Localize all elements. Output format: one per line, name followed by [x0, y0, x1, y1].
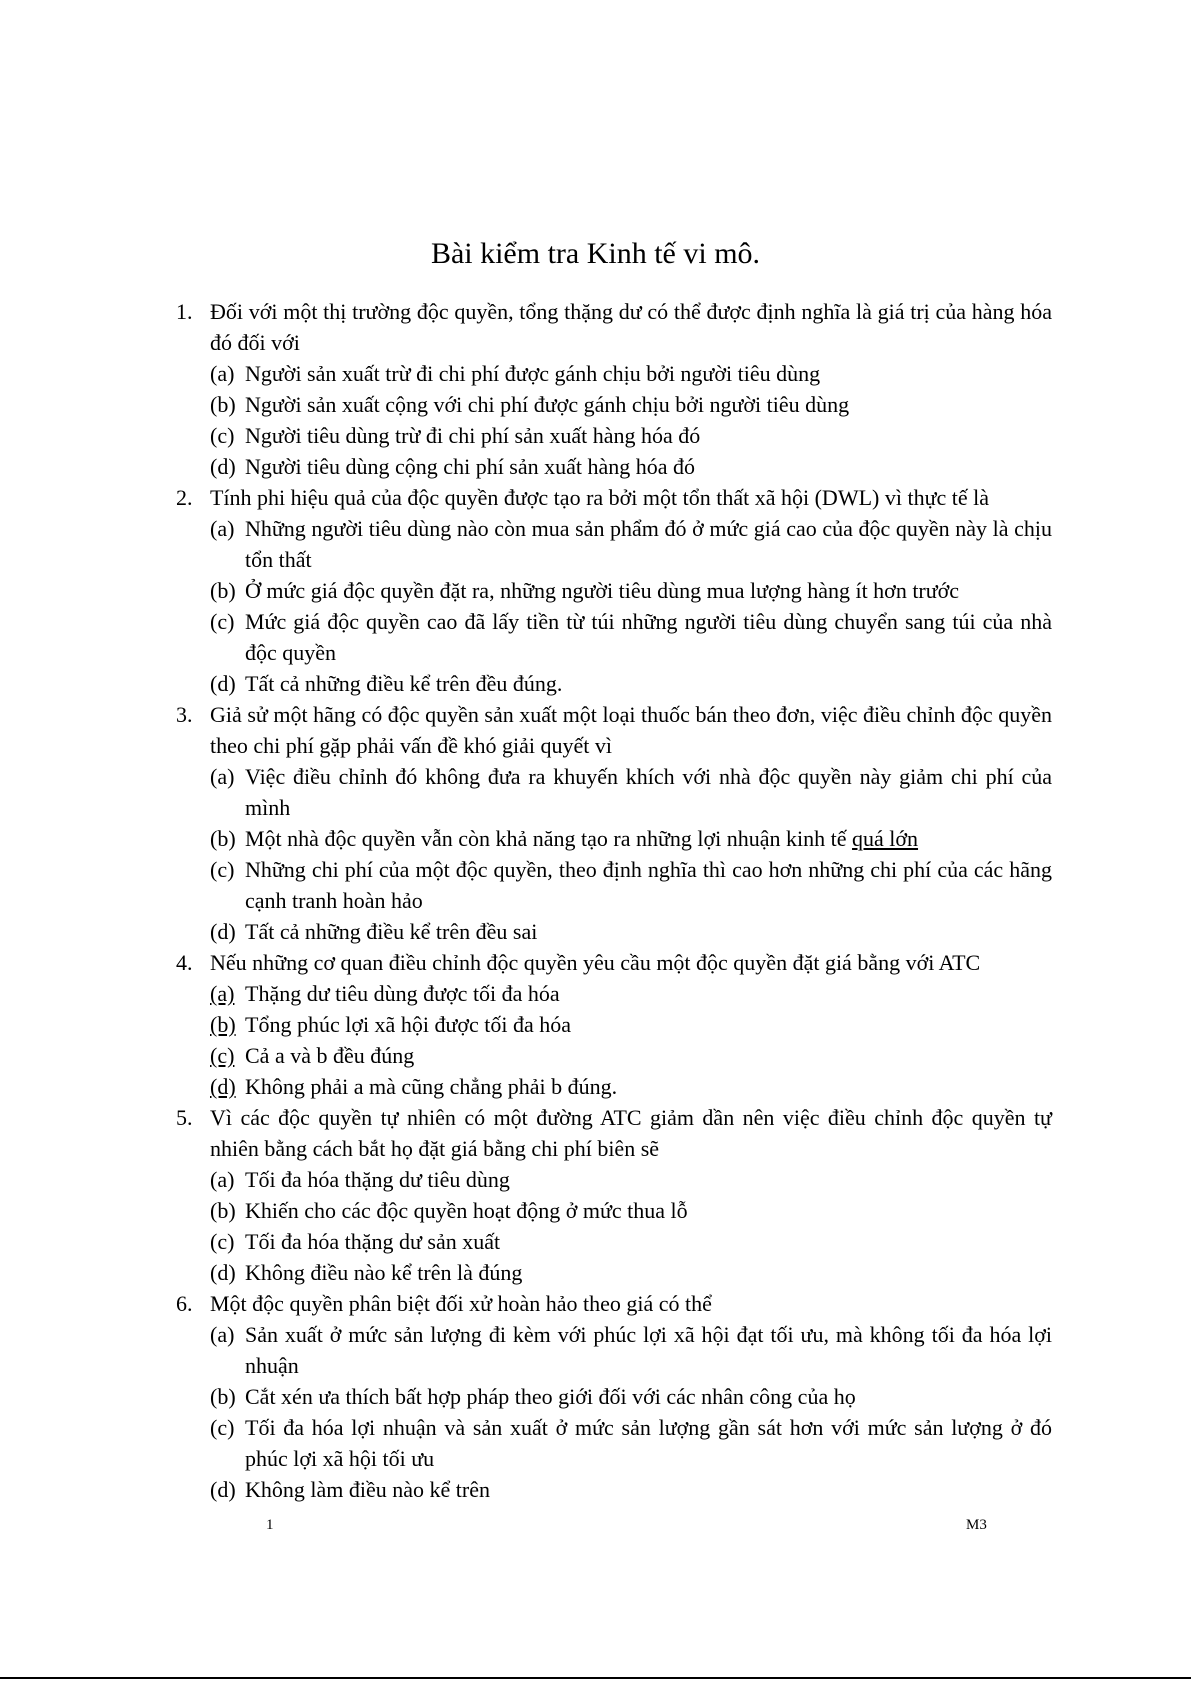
answer-option — [210, 1226, 1052, 1257]
option-text: Những chi phí của một độc quyền, theo định nghĩa thì cao hơn những chi phí của các hãng cạnh tranh hoàn hảo — [245, 857, 1052, 913]
answer-option — [210, 1257, 1052, 1288]
option-text: Tối đa hóa thặng dư tiêu dùng — [245, 1167, 510, 1192]
answer-option — [210, 1195, 1052, 1226]
answer-option — [210, 916, 1052, 947]
option-text: Tối đa hóa thặng dư sản xuất — [245, 1229, 501, 1254]
option-text-container — [245, 1412, 1052, 1474]
question-6 — [176, 1288, 1052, 1319]
option-text-container — [245, 1071, 1052, 1102]
option-letter: (c) — [210, 1229, 235, 1254]
question-text: Tính phi hiệu quả của độc quyền được tạo ra bởi một tổn thất xã hội (DWL) vì thực tế là — [210, 485, 990, 510]
option-text-container — [245, 389, 1052, 420]
page-number: 1 — [266, 1517, 274, 1533]
option-text: Tối đa hóa lợi nhuận và sản xuất ở mức sản lượng gần sát hơn với mức sản lượng ở đó phúc lợi xã hội tối ưu — [245, 1415, 1052, 1471]
option-text: Ở mức giá độc quyền đặt ra, những người tiêu dùng mua lượng hàng ít hơn trước — [245, 578, 960, 603]
answer-option — [210, 978, 1052, 1009]
option-letter: (b) — [210, 1012, 236, 1037]
question-1 — [176, 296, 1052, 358]
bottom-rule — [0, 1677, 1191, 1679]
question-3 — [176, 699, 1052, 761]
answer-option — [210, 854, 1052, 916]
option-letter: (b) — [210, 1198, 236, 1223]
question-number: 3. — [176, 702, 193, 727]
option-letter: (d) — [210, 671, 236, 696]
option-text-container — [245, 916, 1052, 947]
option-letter: (b) — [210, 392, 236, 417]
option-text-container — [245, 1040, 1052, 1071]
question-4 — [176, 947, 1052, 978]
option-letter: (b) — [210, 1384, 236, 1409]
option-letter: (a) — [210, 516, 235, 541]
option-text: Một nhà độc quyền vẫn còn khả năng tạo ra những lợi nhuận kinh tế — [245, 826, 853, 851]
option-text: Người tiêu dùng trừ đi chi phí sản xuất hàng hóa đó — [245, 423, 701, 448]
option-letter: (c) — [210, 609, 235, 634]
answer-option — [210, 1164, 1052, 1195]
question-list — [176, 296, 1052, 1505]
option-letter: (a) — [210, 981, 235, 1006]
answer-option — [210, 668, 1052, 699]
option-text-container — [245, 668, 1052, 699]
option-text-container — [245, 575, 1052, 606]
answer-option — [210, 606, 1052, 668]
option-letter: (c) — [210, 1415, 235, 1440]
option-letter: (c) — [210, 423, 235, 448]
option-text-container — [245, 606, 1052, 668]
option-text-container — [245, 1009, 1052, 1040]
underlined-text: quá lớn — [852, 826, 919, 851]
question-number: 2. — [176, 485, 193, 510]
option-letter: (c) — [210, 1043, 235, 1068]
option-text: Cắt xén ưa thích bất hợp pháp theo giới đối với các nhân công của họ — [245, 1384, 856, 1409]
option-text-container — [245, 1319, 1052, 1381]
answer-option — [210, 513, 1052, 575]
document-code: M3 — [966, 1517, 987, 1533]
option-text: Mức giá độc quyền cao đã lấy tiền từ túi những người tiêu dùng chuyển sang túi của nhà độc quyền — [245, 609, 1052, 665]
question-2 — [176, 482, 1052, 513]
question-number: 5. — [176, 1105, 193, 1130]
option-text: Tất cả những điều kể trên đều sai — [245, 919, 538, 944]
answer-option — [210, 823, 1052, 854]
answer-option — [210, 1009, 1052, 1040]
option-text-container — [245, 513, 1052, 575]
option-text: Thặng dư tiêu dùng được tối đa hóa — [245, 981, 560, 1006]
option-text-container — [245, 823, 1052, 854]
option-letter: (a) — [210, 361, 235, 386]
option-text: Không điều nào kể trên là đúng — [245, 1260, 523, 1285]
question-number: 4. — [176, 950, 193, 975]
answer-option — [210, 1071, 1052, 1102]
option-text: Việc điều chỉnh đó không đưa ra khuyến khích với nhà độc quyền này giảm chi phí của mình — [245, 764, 1052, 820]
question-5 — [176, 1102, 1052, 1164]
answer-option — [210, 761, 1052, 823]
option-text: Tổng phúc lợi xã hội được tối đa hóa — [245, 1012, 572, 1037]
option-text: Tất cả những điều kể trên đều đúng. — [245, 671, 563, 696]
option-letter: (a) — [210, 764, 235, 789]
option-text-container — [245, 1474, 1052, 1505]
option-text-container — [245, 854, 1052, 916]
option-text-container — [245, 451, 1052, 482]
question-text: Giả sử một hãng có độc quyền sản xuất một loại thuốc bán theo đơn, việc điều chỉnh độc quyền theo chi phí gặp phải vấn đề khó giải quyết vì — [210, 702, 1052, 758]
question-text: Vì các độc quyền tự nhiên có một đường ATC giảm dần nên việc điều chỉnh độc quyền tự nhiên bằng cách bắt họ đặt giá bằng chi phí biên sẽ — [210, 1105, 1052, 1161]
option-letter: (a) — [210, 1167, 235, 1192]
option-text-container — [245, 1381, 1052, 1412]
answer-option — [210, 420, 1052, 451]
option-text: Người tiêu dùng cộng chi phí sản xuất hàng hóa đó — [245, 454, 696, 479]
question-number: 6. — [176, 1291, 193, 1316]
answer-option — [210, 575, 1052, 606]
option-text-container — [245, 761, 1052, 823]
option-text-container — [245, 1226, 1052, 1257]
option-text: Không làm điều nào kể trên — [245, 1477, 490, 1502]
option-text-container — [245, 1257, 1052, 1288]
option-letter: (b) — [210, 826, 236, 851]
option-letter: (d) — [210, 1074, 236, 1099]
answer-option — [210, 1412, 1052, 1474]
option-letter: (d) — [210, 1260, 236, 1285]
option-text: Sản xuất ở mức sản lượng đi kèm với phúc lợi xã hội đạt tối ưu, mà không tối đa hóa lợi nhuận — [245, 1322, 1052, 1378]
option-text: Khiến cho các độc quyền hoạt động ở mức thua lỗ — [245, 1198, 688, 1223]
option-text-container — [245, 358, 1052, 389]
option-letter: (d) — [210, 919, 236, 944]
answer-option — [210, 1319, 1052, 1381]
option-letter: (d) — [210, 454, 236, 479]
option-text-container — [245, 978, 1052, 1009]
option-text: Người sản xuất trừ đi chi phí được gánh chịu bởi người tiêu dùng — [245, 361, 821, 386]
option-text-container — [245, 420, 1052, 451]
option-text: Người sản xuất cộng với chi phí được gánh chịu bởi người tiêu dùng — [245, 392, 850, 417]
question-text: Đối với một thị trường độc quyền, tổng thặng dư có thể được định nghĩa là giá trị của hàng hóa đó đối với — [210, 299, 1052, 355]
answer-option — [210, 389, 1052, 420]
option-text-container — [245, 1195, 1052, 1226]
question-text: Một độc quyền phân biệt đối xử hoàn hảo theo giá có thể — [210, 1291, 712, 1316]
answer-option — [210, 1040, 1052, 1071]
answer-option — [210, 451, 1052, 482]
option-text: Những người tiêu dùng nào còn mua sản phẩm đó ở mức giá cao của độc quyền này là chịu tổn thất — [245, 516, 1052, 572]
option-text-container — [245, 1164, 1052, 1195]
question-text: Nếu những cơ quan điều chỉnh độc quyền yêu cầu một độc quyền đặt giá bằng với ATC — [210, 950, 981, 975]
answer-option — [210, 1381, 1052, 1412]
question-number: 1. — [176, 299, 193, 324]
answer-option — [210, 358, 1052, 389]
option-letter: (d) — [210, 1477, 236, 1502]
option-text: Không phải a mà cũng chẳng phải b đúng. — [245, 1074, 618, 1099]
option-letter: (a) — [210, 1322, 235, 1347]
option-text: Cả a và b đều đúng — [245, 1043, 415, 1068]
option-letter: (b) — [210, 578, 236, 603]
option-letter: (c) — [210, 857, 235, 882]
page-title: Bài kiểm tra Kinh tế vi mô. — [430, 237, 761, 270]
answer-option — [210, 1474, 1052, 1505]
